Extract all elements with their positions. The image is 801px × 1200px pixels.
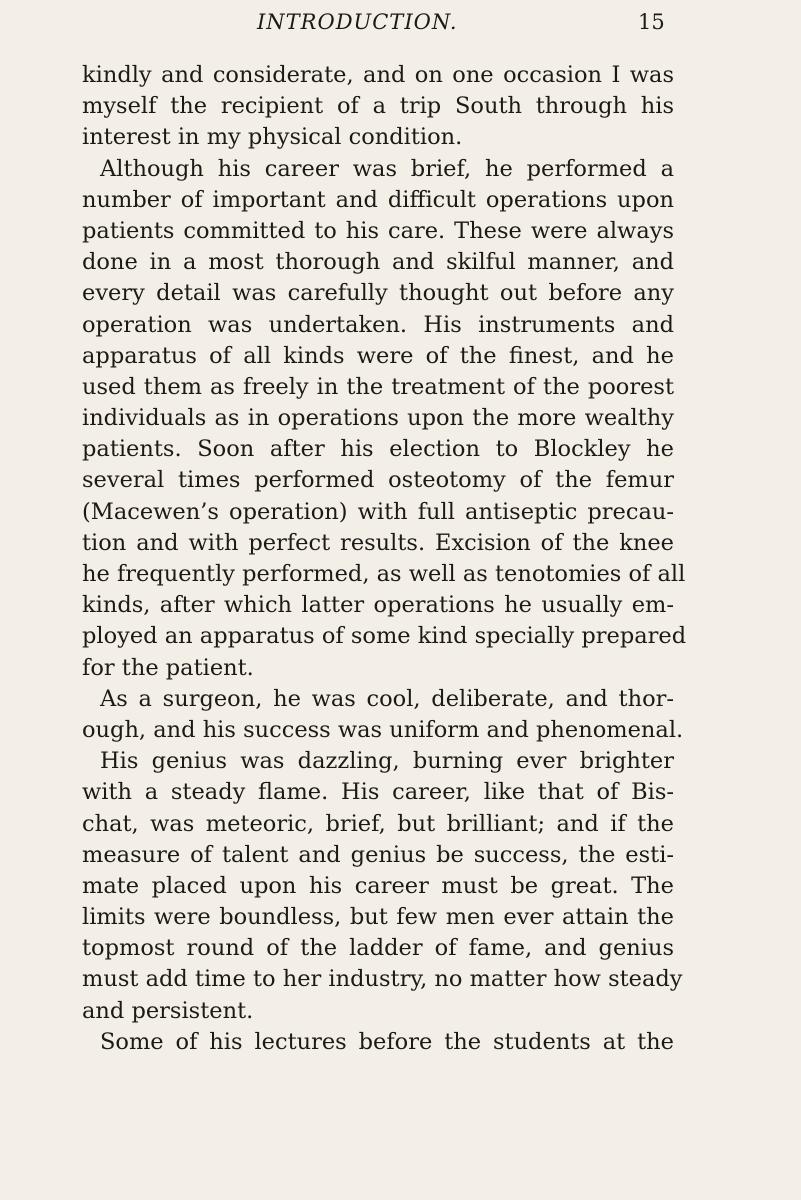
text-line: must add time to her industry, no matter how steady — [82, 966, 683, 993]
text-line: patients committed to his care. These were always — [82, 217, 674, 244]
text-line: measure of talent and genius be success, the esti- — [82, 841, 674, 868]
text-line: (Macewen’s operation) with full antiseptic precau- — [82, 498, 674, 525]
text-line: several times performed osteotomy of the femur — [82, 467, 674, 494]
text-line: he frequently performed, as well as tenotomies of all — [82, 561, 686, 587]
running-header-title: INTRODUCTION. — [257, 10, 458, 34]
text-line: and persistent. — [82, 997, 254, 1024]
text-line: operation was undertaken. His instruments and — [82, 311, 674, 338]
text-line: ployed an apparatus of some kind specially prepared — [82, 623, 687, 650]
text-line: apparatus of all kinds were of the finest, and he — [82, 342, 674, 369]
running-header — [0, 10, 801, 40]
text-line: number of important and difficult operations upon — [82, 186, 674, 213]
body-text — [82, 60, 687, 1058]
text-line: topmost round of the ladder of fame, and genius — [82, 935, 674, 962]
text-line: kinds, after which latter operations he usually em- — [82, 592, 674, 619]
text-line: mate placed upon his career must be great. The — [82, 872, 674, 899]
text-line: used them as freely in the treatment of the poorest — [82, 373, 674, 400]
text-line: individuals as in operations upon the more wealthy — [82, 405, 674, 432]
page-number: 15 — [638, 10, 665, 34]
text-line: myself the recipient of a trip South through his — [82, 93, 674, 120]
text-line: interest in my physical condition. — [82, 124, 463, 151]
text-line: His genius was dazzling, burning ever brighter — [100, 748, 674, 775]
text-line: ough, and his success was uniform and phenomenal. — [82, 716, 684, 743]
text-line: with a steady flame. His career, like that of Bis- — [82, 779, 674, 806]
text-line: Some of his lectures before the students at the — [100, 1028, 674, 1055]
text-line: As a surgeon, he was cool, deliberate, and thor- — [100, 685, 674, 712]
text-line: limits were boundless, but few men ever attain the — [82, 904, 674, 931]
text-line: for the patient. — [82, 654, 254, 681]
text-line: tion and with perfect results. Excision of the knee — [82, 529, 674, 556]
text-line: Although his career was brief, he performed a — [100, 155, 674, 182]
text-line: kindly and considerate, and on one occasion I was — [82, 62, 674, 88]
text-line: chat, was meteoric, brief, but brilliant; and if the — [82, 810, 674, 837]
text-line: patients. Soon after his election to Blockley he — [82, 436, 674, 463]
text-line: done in a most thorough and skilful manner, and — [82, 249, 674, 276]
text-line: every detail was carefully thought out before any — [82, 280, 674, 307]
